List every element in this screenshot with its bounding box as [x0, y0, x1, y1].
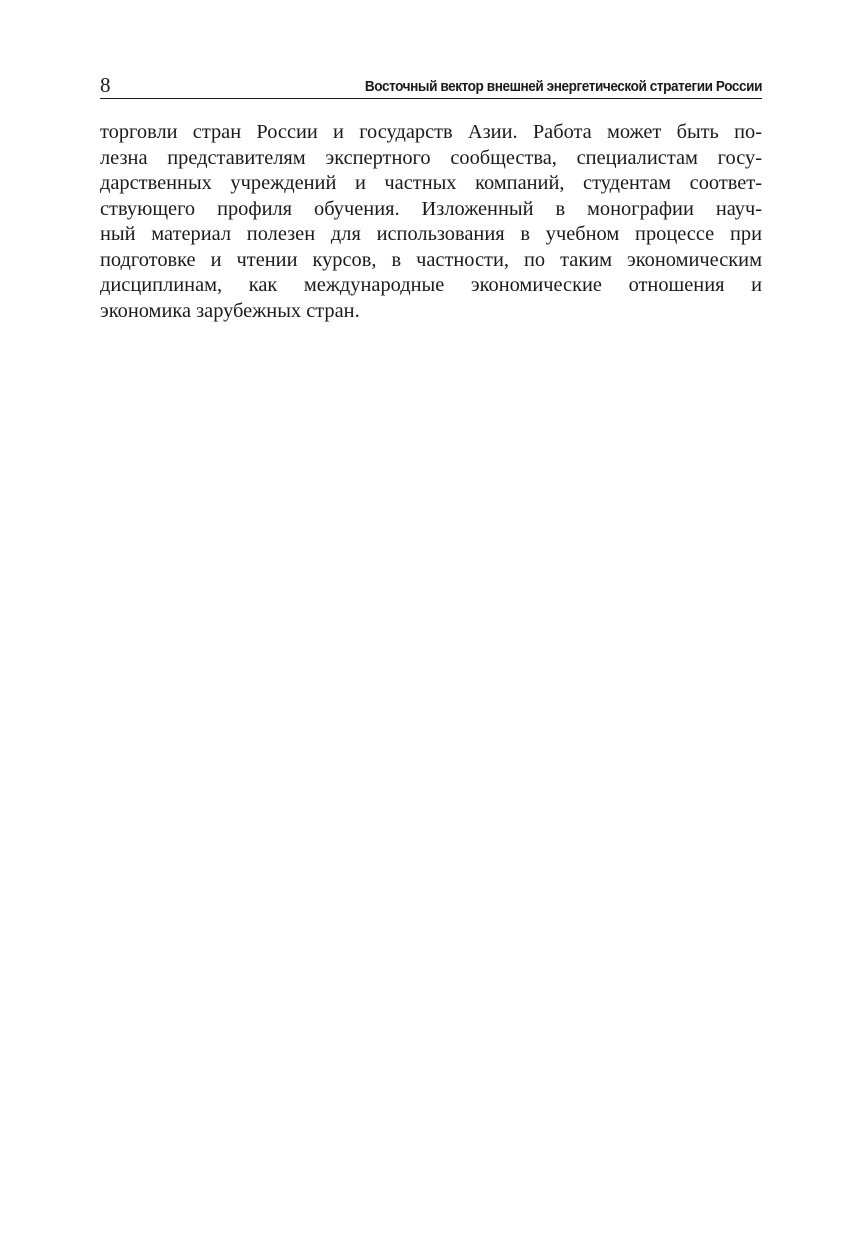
paragraph-line: подготовке и чтении курсов, в частности, по таким экономическим — [100, 248, 762, 271]
paragraph-line: дисциплинам, как международные экономические отношения и — [100, 274, 762, 296]
paragraph-line: дарственных учреждений и частных компаний, студентам соответ- — [100, 172, 762, 194]
paragraph-line: лезна представителям экспертного сообщества, специалистам госу- — [100, 146, 762, 169]
running-header — [100, 72, 762, 99]
paragraph-line: ствующего профиля обучения. Изложенный в монографии науч- — [100, 197, 762, 220]
paragraph-line: ный материал полезен для использования в учебном процессе при — [100, 223, 762, 245]
paragraph-line: торговли стран России и государств Азии. Работа может быть по- — [100, 121, 762, 143]
paragraph-line: экономика зарубежных стран. — [100, 299, 360, 322]
running-title: Восточный вектор внешней энергетической стратегии России — [364, 79, 762, 95]
page-number: 8 — [100, 73, 111, 97]
body-paragraph — [100, 120, 762, 324]
